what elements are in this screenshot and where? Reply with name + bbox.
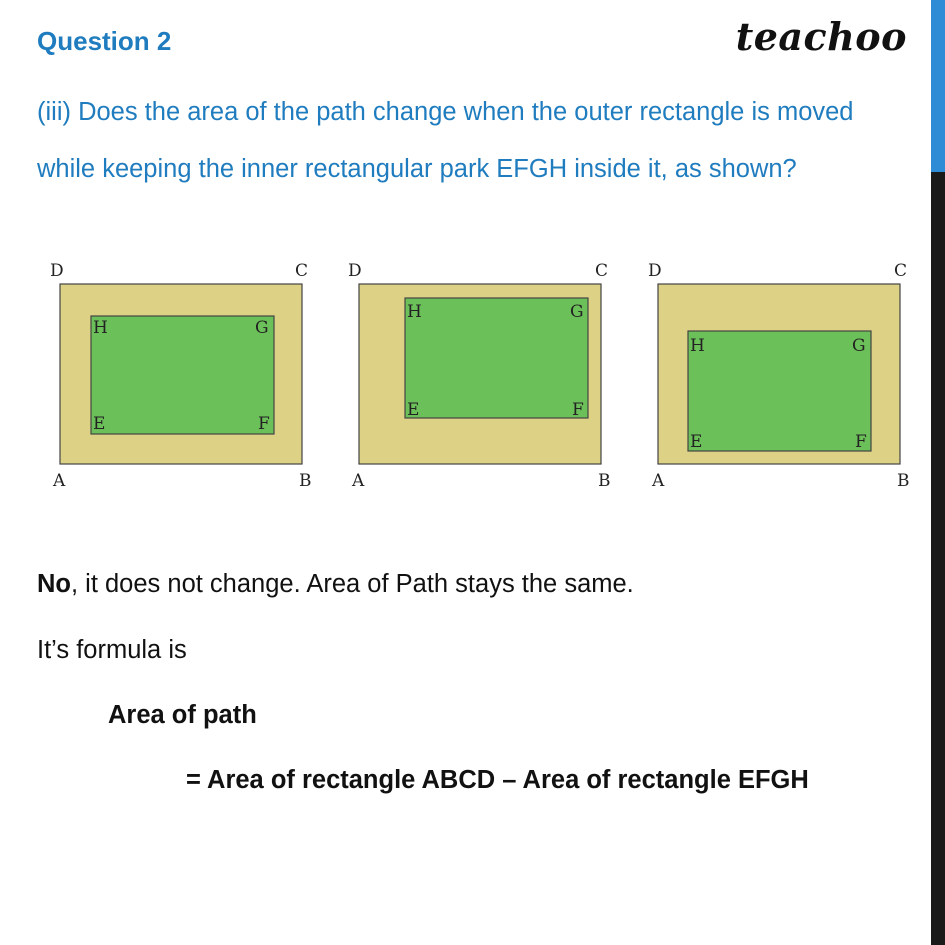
question-title: Question 2 — [37, 26, 172, 56]
teachoo-logo: teachoo — [735, 14, 907, 59]
label-d: D — [348, 261, 362, 281]
label-b: B — [598, 471, 611, 491]
label-a: A — [352, 471, 365, 491]
label-e: E — [690, 432, 703, 452]
figure-1 — [50, 261, 312, 491]
label-d: D — [648, 261, 662, 281]
label-g: G — [255, 318, 269, 338]
label-b: B — [897, 471, 910, 491]
inner-rectangle-efgh — [688, 331, 871, 451]
label-g: G — [570, 302, 584, 322]
scrollbar-track-lower — [931, 172, 945, 945]
label-c: C — [295, 261, 309, 281]
question-text: (iii) Does the area of the path change when the outer rectangle is moved while keeping the inner rectangular park EFGH inside it, as shown? — [37, 98, 854, 183]
scrollbar-thumb[interactable] — [931, 0, 945, 172]
figures-row — [40, 256, 920, 501]
answer-rest: , it does not change. Area of Path stays the same. — [71, 570, 634, 598]
label-a: A — [53, 471, 66, 491]
inner-rectangle-efgh — [91, 316, 274, 434]
label-h: H — [93, 318, 108, 338]
label-b: B — [299, 471, 312, 491]
label-f: F — [572, 400, 584, 420]
label-h: H — [407, 302, 422, 322]
label-h: H — [690, 336, 705, 356]
label-d: D — [50, 261, 64, 281]
answer-no: No — [37, 570, 71, 598]
inner-rectangle-efgh — [405, 298, 588, 418]
formula-intro: It’s formula is — [37, 636, 187, 664]
label-f: F — [258, 414, 270, 434]
label-c: C — [894, 261, 908, 281]
figures-svg — [40, 256, 920, 496]
scrollbar[interactable] — [931, 0, 945, 945]
label-a: A — [652, 471, 665, 491]
label-e: E — [93, 414, 106, 434]
figure-2 — [348, 261, 611, 491]
label-c: C — [595, 261, 609, 281]
formula-expression: = Area of rectangle ABCD – Area of rectangle EFGH — [186, 766, 809, 794]
answer-text — [37, 570, 634, 599]
label-e: E — [407, 400, 420, 420]
label-g: G — [852, 336, 866, 356]
formula-label: Area of path — [108, 701, 257, 729]
figure-3 — [648, 261, 910, 491]
label-f: F — [855, 432, 867, 452]
